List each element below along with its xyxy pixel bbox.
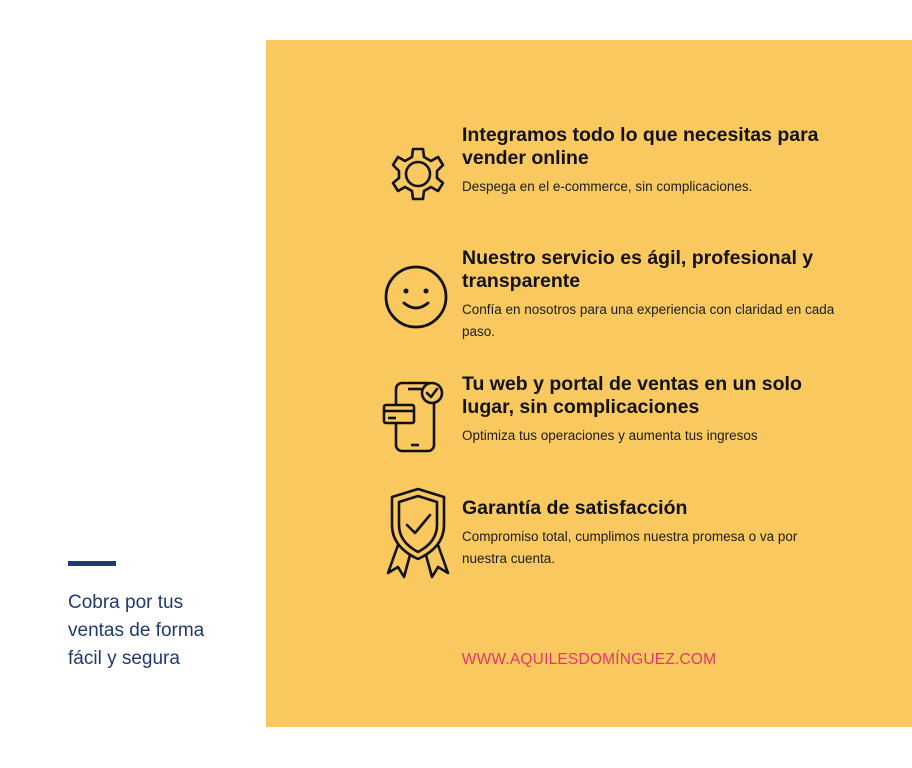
feature-description: Compromiso total, cumplimos nuestra promesa o va por nuestra cuenta. — [462, 529, 798, 566]
website-link[interactable]: WWW.AQUILESDOMÍNGUEZ.COM — [461, 651, 717, 668]
feature-description: Despega en el e-commerce, sin complicaciones. — [462, 179, 753, 194]
smiley-face-icon — [382, 253, 454, 333]
feature-title: Garantía de satisfacción — [462, 497, 688, 519]
feature-title: Tu web y portal de ventas en un solo lugar, sin complicaciones — [462, 373, 802, 418]
feature-title: Integramos todo lo que necesitas para vender online — [462, 124, 819, 169]
gear-icon — [382, 134, 454, 214]
tagline: Cobra por tus ventas de forma fácil y segura — [68, 592, 205, 669]
yellow-panel — [266, 40, 912, 727]
feature-description: Confía en nosotros para una experiencia con claridad en cada paso. — [462, 302, 835, 339]
accent-bar — [68, 561, 116, 566]
feature-description: Optimiza tus operaciones y aumenta tus ingresos — [462, 428, 758, 443]
feature-title: Nuestro servicio es ágil, profesional y transparente — [462, 247, 814, 292]
mobile-payment-icon — [382, 375, 454, 455]
shield-badge-icon — [382, 485, 454, 565]
